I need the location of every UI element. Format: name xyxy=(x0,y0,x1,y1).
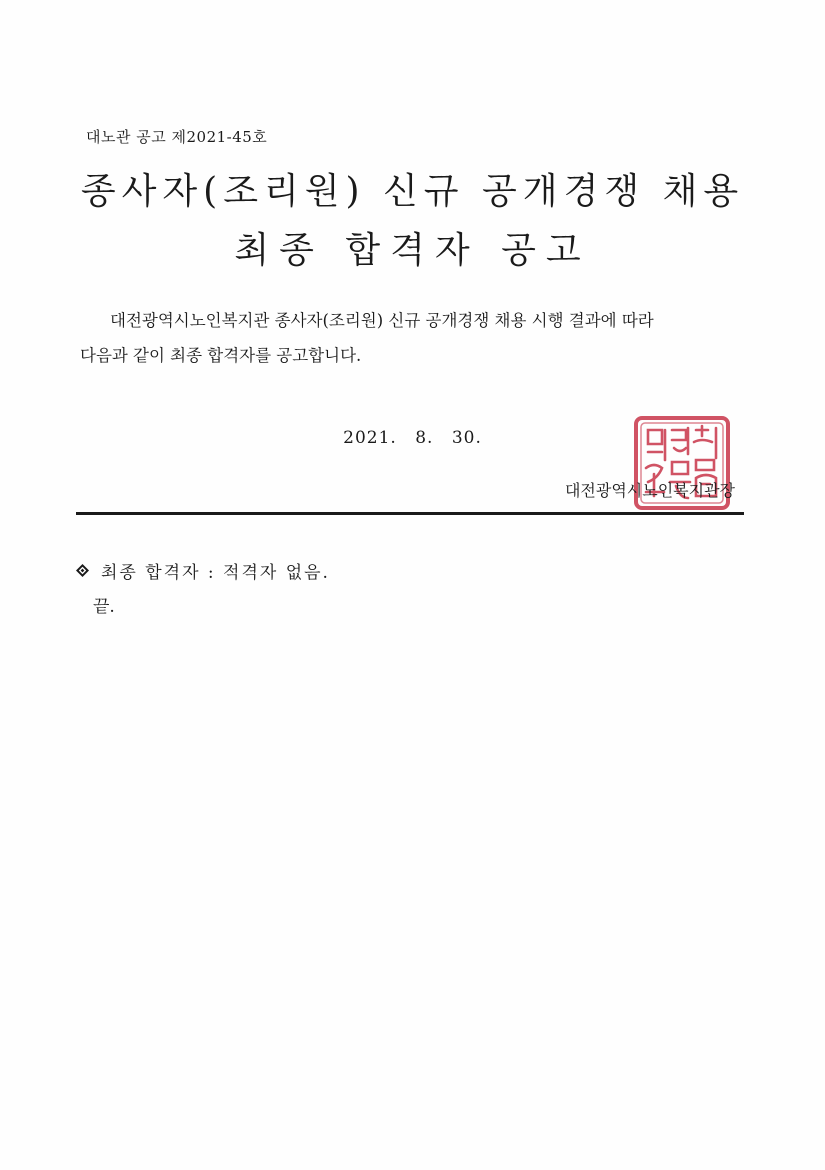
result-text: 최종 합격자 : 적격자 없음. xyxy=(101,563,330,583)
title-line-1: 종사자(조리원) 신규 공개경쟁 채용 xyxy=(80,171,745,212)
title-line-2: 최종 합격자 공고 xyxy=(234,230,591,271)
notice-number: 대노관 공고 제2021-45호 xyxy=(86,128,268,146)
body-line-1: 대전광역시노인복지관 종사자(조리원) 신규 공개경쟁 채용 시행 결과에 따라 xyxy=(110,311,654,330)
body-line-2: 다음과 같이 최종 합격자를 공고합니다. xyxy=(80,346,362,365)
body-paragraph xyxy=(80,303,750,373)
end-mark: 끝. xyxy=(93,597,115,617)
result-line xyxy=(76,558,330,583)
diamond-icon xyxy=(76,564,89,577)
issuer-name: 대전광역시노인복지관장 xyxy=(564,481,735,500)
divider-rule xyxy=(76,512,744,515)
notice-date: 2021. 8. 30. xyxy=(343,428,482,448)
